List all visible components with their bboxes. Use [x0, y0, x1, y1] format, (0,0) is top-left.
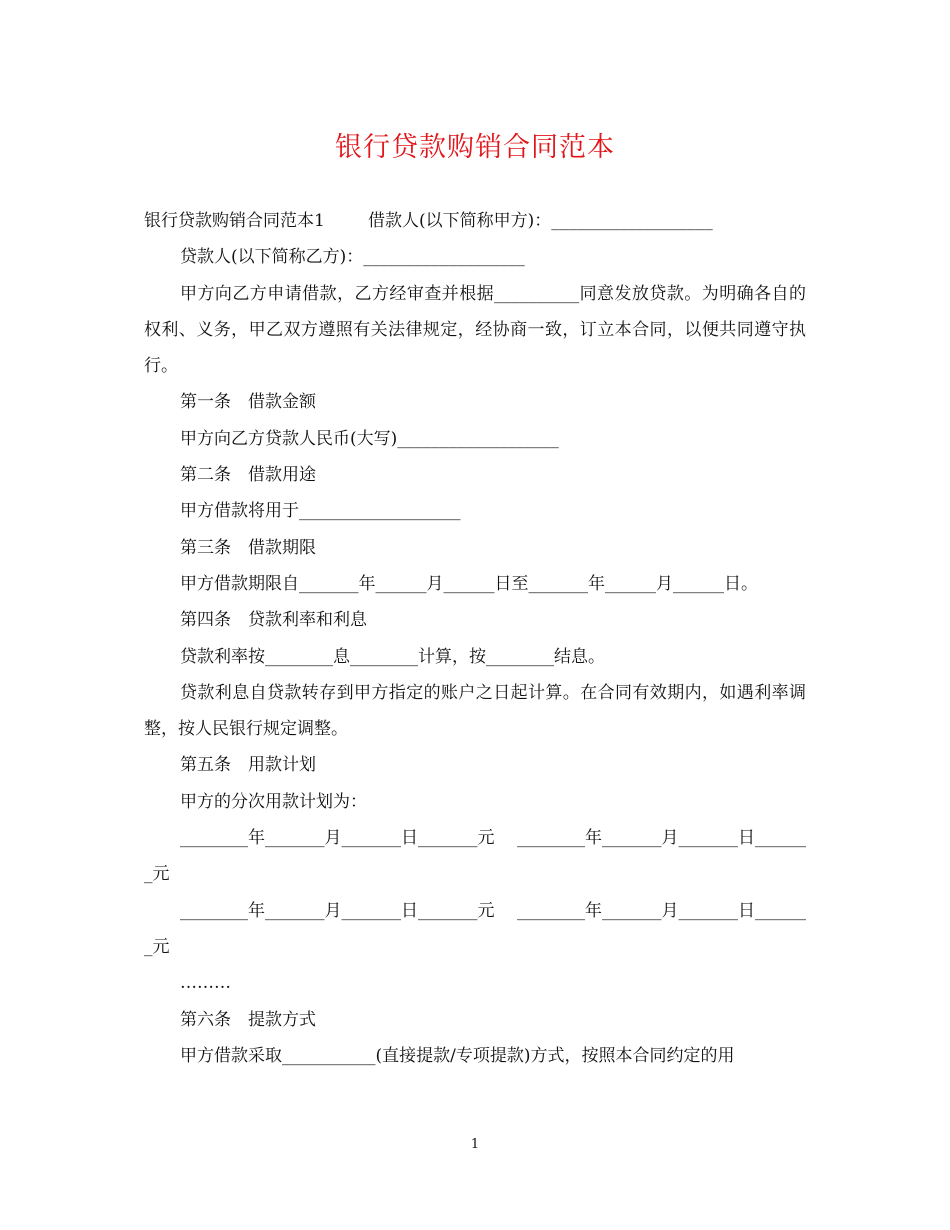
article-5-schedule-row: ________年_______月_______日_______元 ________年_______月_______日_______元 — [144, 828, 806, 885]
article-2-text: 甲方借款将用于___________________ — [180, 501, 461, 522]
article-3-heading: 第三条 借款期限 — [180, 537, 316, 558]
article-1-heading: 第一条 借款金额 — [180, 392, 316, 413]
article-4-heading: 第四条 贷款利率和利息 — [180, 610, 367, 631]
article-6-text: 甲方借款采取___________(直接提款/专项提款)方式，按照本合同约定的用 — [180, 1045, 735, 1066]
article-4-text-rate: 贷款利率按________息________计算，按________结息。 — [180, 646, 605, 667]
article-6-heading: 第六条 提款方式 — [180, 1009, 316, 1030]
paragraph-preamble: 甲方向乙方申请借款，乙方经审查并根据__________同意发放贷款。为明确各自的权利、义务，甲乙双方遵照有关法律规定，经协商一致，订立本合同，以便共同遵守执行。 — [144, 283, 806, 377]
article-1-text: 甲方向乙方贷款人民币(大写)___________________ — [180, 428, 559, 449]
page-number: 1 — [470, 1137, 480, 1152]
article-3-text: 甲方借款期限自_______年______月______日至_______年______月______日。 — [180, 573, 758, 594]
document-body — [144, 203, 806, 1074]
document-title: 银行贷款购销合同范本 — [335, 132, 615, 163]
paragraph-lender: 贷款人(以下简称乙方)：___________________ — [180, 247, 525, 268]
article-4-text-interest: 贷款利息自贷款转存到甲方指定的账户之日起计算。在合同有效期内，如遇利率调整，按人民银行规定调整。 — [144, 682, 806, 740]
article-5-ellipsis: ……… — [180, 973, 231, 994]
article-5-schedule-row: ________年_______月_______日_______元 ________年_______月_______日_______元 — [144, 900, 806, 957]
article-5-text: 甲方的分次用款计划为： — [180, 791, 367, 812]
article-5-heading: 第五条 用款计划 — [180, 755, 316, 776]
article-2-heading: 第二条 借款用途 — [180, 465, 316, 486]
paragraph-heading-borrower: 银行贷款购销合同范本1 借款人(以下简称甲方)：___________________ — [144, 211, 713, 231]
